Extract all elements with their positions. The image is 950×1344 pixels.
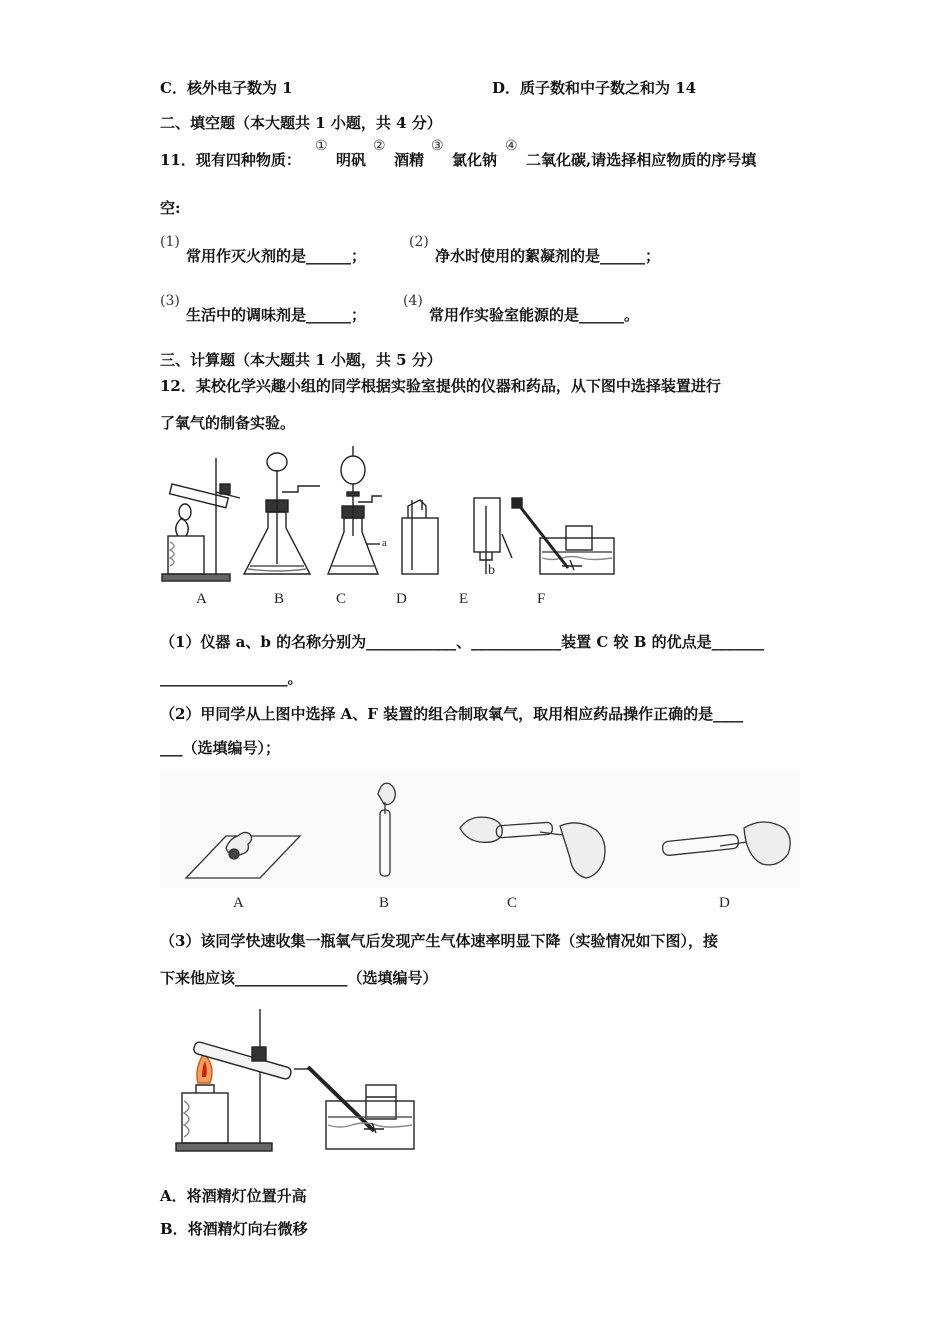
operation-label-d: D <box>719 895 730 911</box>
q11-marker-4: ④ <box>505 138 518 154</box>
option-c: C．核外电子数为 1 <box>160 79 293 97</box>
q12-sub2-line2: ___（选填编号）； <box>160 739 281 757</box>
apparatus-label-c: C <box>336 591 347 607</box>
q12-sub2-line1: （2）甲同学从上图中选择 A、F 装置的组合制取氧气，取用相应药品操作正确的是____ <box>160 705 744 723</box>
apparatus-label-a: A <box>196 591 207 607</box>
apparatus-c-drawing <box>328 446 382 574</box>
option-d: D．质子数和中子数之和为 14 <box>492 79 697 97</box>
operation-label-c: C <box>507 895 518 911</box>
q12-sub3-line1: （3）该同学快速收集一瓶氧气后发现产生气体速率明显下降（实验情况如下图），接 <box>160 932 718 950</box>
q11-item-2: 净水时使用的絮凝剂的是______； <box>435 247 661 265</box>
q11-item-1: 常用作灭火剂的是______； <box>186 247 367 265</box>
apparatus-label-f: F <box>537 591 546 607</box>
q11-marker-3: ③ <box>431 138 444 154</box>
choice-a: A．将酒精灯位置升高 <box>160 1187 307 1205</box>
apparatus-d-drawing <box>402 500 438 574</box>
section-3-title: 三、计算题（本大题共 1 小题，共 5 分） <box>160 351 442 369</box>
section-2-title: 二、填空题（本大题共 1 小题，共 4 分） <box>160 114 442 132</box>
apparatus-f-drawing <box>512 498 614 574</box>
apparatus-label-e: E <box>459 591 469 607</box>
setup-figure <box>176 1005 416 1153</box>
operation-label-b: B <box>379 895 390 911</box>
q11-stem-prefix: 11．现有四种物质： <box>160 151 301 169</box>
apparatus-figure <box>158 440 618 590</box>
apparatus-b-drawing <box>244 453 320 574</box>
operation-label-a: A <box>233 895 244 911</box>
part-label-a: a <box>382 537 387 549</box>
operations-figure <box>160 770 800 888</box>
apparatus-a-drawing <box>162 458 240 581</box>
q12-sub1-line2: _________________。 <box>160 669 303 687</box>
q12-sub1-line1: （1）仪器 a、b 的名称分别为____________、____________装置 C 较 B 的优点是_______ <box>160 633 765 651</box>
q12-stem-line1: 12．某校化学兴趣小组的同学根据实验室提供的仪器和药品，从下图中选择装置进行 <box>160 377 721 395</box>
apparatus-label-b: B <box>274 591 285 607</box>
choice-b: B．将酒精灯向右微移 <box>160 1220 308 1238</box>
q12-sub3-line2: 下来他应该_______________（选填编号） <box>160 969 438 987</box>
q11-marker-1: ① <box>315 138 328 154</box>
q11-substance-3: 氯化钠 <box>452 151 498 169</box>
apparatus-label-d: D <box>396 591 407 607</box>
q11-item-4-num: (4) <box>403 293 423 309</box>
q11-item-4: 常用作实验室能源的是______。 <box>429 306 640 324</box>
q11-stem-end: 空: <box>160 199 181 217</box>
part-label-b: b <box>488 563 495 578</box>
q11-stem-suffix: 二氧化碳,请选择相应物质的序号填 <box>526 151 757 169</box>
q11-substance-1: 明矾 <box>336 151 367 169</box>
q11-substance-2: 酒精 <box>394 151 425 169</box>
q12-stem-line2: 了氧气的制备实验。 <box>160 414 296 432</box>
q11-item-2-num: (2) <box>409 234 429 250</box>
q11-item-3-num: (3) <box>160 293 180 309</box>
q11-item-3: 生活中的调味剂是______； <box>186 306 367 324</box>
q11-item-1-num: (1) <box>160 234 180 250</box>
q11-marker-2: ② <box>373 138 386 154</box>
